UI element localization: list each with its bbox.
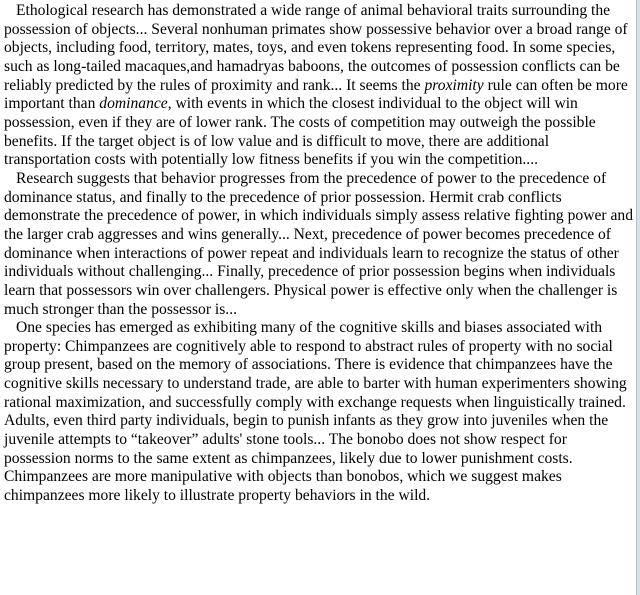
paragraph-1-text: rule can often be more important than [4, 76, 628, 113]
paragraph-ethological-research [4, 2, 636, 170]
dominance-term: dominance [99, 95, 168, 113]
window-edge-scrollbar[interactable] [636, 0, 640, 595]
paragraph-3-text: One species has emerged as exhibiting many of the cognitive skills and biases associated with property: Chimpanzees are cognitively able to respond to abstract rules of property with no social group present, based on the memory of associations. There is evidence that chimpanzees have the cognitive skills necessary to understand trade, are able to barter with human experimenters showing rational maximization, and successfully comply with exchange requests when linguistically trained. Adults, even third party individuals, begin to punish infants as they grow into juveniles when the juvenile attempts to “takeover” adults' stone tools... The bonobo does not show respect for possession norms to the same extent as chimpanzees, likely due to lower punishment costs. Chimpanzees are more manipulative with objects than bonobos, which we suggest makes chimpanzees more likely to illustrate property behaviors in the wild. [4, 319, 627, 505]
paragraph-1-text: Ethological research has demonstrated a wide range of animal behavioral traits surrounding the possession of objects... Several nonhuman primates show possessive behavior over a broad range of objects, including food, territory, mates, toys, and even tokens representing food. In some species, such as long-tailed macaques,and hamadryas baboons, the outcomes of possession conflicts can be reliably predicted by the rules of proximity and rank... It seems the [4, 2, 628, 94]
paragraph-chimpanzees [4, 319, 636, 506]
paragraph-precedence [4, 170, 636, 319]
paragraph-1-text: , with events in which the closest individual to the object will win possession, even if they are of lower rank. The costs of competition may outweigh the possible benefits. If the target object is of low value and is difficult to move, there are additional transportation costs with potentially low fitness benefits if you win the competition.... [4, 95, 596, 169]
paragraph-2-text: Research suggests that behavior progresses from the precedence of power to the precedence of dominance status, and finally to the precedence of prior possession. Hermit crab conflicts demonstrate the precedence of power, in which individuals simply assess relative fighting power and the larger crab aggresses and wins generally... Next, precedence of power becomes precedence of dominance when interactions of power repeat and individuals learn to recognize the status of other individuals without challenging... Finally, precedence of prior possession begins when individuals learn that possessors win over challengers. Physical power is effective only when the challenger is much stronger than the possessor is... [4, 169, 634, 318]
proximity-term: proximity [424, 76, 484, 94]
